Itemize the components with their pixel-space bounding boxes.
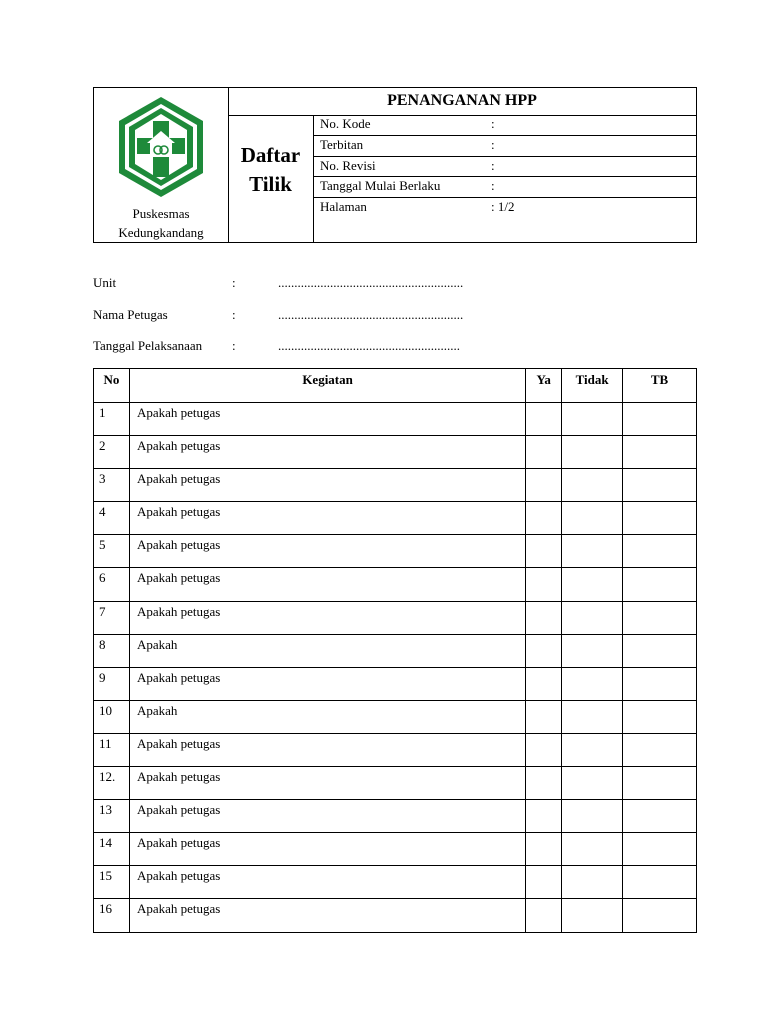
- checkbox-tidak[interactable]: [562, 403, 623, 436]
- checkbox-ya[interactable]: [526, 667, 562, 700]
- field-value[interactable]: .........................................................: [278, 275, 464, 290]
- meta-value: : 1/2: [491, 199, 515, 215]
- row-kegiatan: Apakah petugas: [129, 866, 525, 899]
- table-row: [94, 601, 697, 634]
- row-number: 7: [94, 601, 130, 634]
- row-number: 6: [94, 568, 130, 601]
- org-line-1: Puskesmas: [132, 206, 190, 221]
- row-number: 3: [94, 469, 130, 502]
- checkbox-tb[interactable]: [623, 601, 697, 634]
- row-kegiatan: Apakah petugas: [129, 568, 525, 601]
- row-kegiatan: Apakah: [129, 700, 525, 733]
- checkbox-tb[interactable]: [623, 634, 697, 667]
- table-row: [94, 800, 697, 833]
- checkbox-ya[interactable]: [526, 866, 562, 899]
- meta-label: Tanggal Mulai Berlaku: [320, 178, 441, 194]
- checkbox-ya[interactable]: [526, 634, 562, 667]
- checkbox-tb[interactable]: [623, 733, 697, 766]
- checkbox-ya[interactable]: [526, 899, 562, 932]
- header-kegiatan: Kegiatan: [129, 369, 525, 403]
- row-number: 15: [94, 866, 130, 899]
- meta-label: Halaman: [320, 199, 367, 215]
- checkbox-ya[interactable]: [526, 568, 562, 601]
- document-header: [93, 87, 697, 243]
- field-colon: :: [232, 306, 236, 322]
- table-row: [94, 403, 697, 436]
- doc-type-line-1: Daftar: [240, 143, 301, 167]
- table-row: [94, 733, 697, 766]
- meta-value: :: [491, 136, 495, 152]
- checkbox-tb[interactable]: [623, 469, 697, 502]
- checkbox-tidak[interactable]: [562, 733, 623, 766]
- table-row: [94, 899, 697, 932]
- row-number: 11: [94, 733, 130, 766]
- table-row: [94, 667, 697, 700]
- field-label: Nama Petugas: [93, 306, 168, 322]
- checkbox-tb[interactable]: [623, 568, 697, 601]
- table-row: [94, 502, 697, 535]
- organization-name: [94, 204, 228, 242]
- table-row: [94, 469, 697, 502]
- checkbox-tb[interactable]: [623, 833, 697, 866]
- checkbox-tidak[interactable]: [562, 469, 623, 502]
- checkbox-tidak[interactable]: [562, 833, 623, 866]
- row-number: 1: [94, 403, 130, 436]
- org-line-2: Kedungkandang: [118, 225, 204, 240]
- checklist-table: [93, 368, 697, 933]
- row-kegiatan: Apakah petugas: [129, 899, 525, 932]
- table-row: [94, 535, 697, 568]
- row-number: 9: [94, 667, 130, 700]
- checkbox-tb[interactable]: [623, 800, 697, 833]
- puskesmas-logo-icon: [115, 95, 207, 199]
- meta-label: No. Revisi: [320, 157, 376, 173]
- checkbox-tb[interactable]: [623, 403, 697, 436]
- checkbox-ya[interactable]: [526, 469, 562, 502]
- row-kegiatan: Apakah petugas: [129, 436, 525, 469]
- form-fields: [93, 274, 697, 369]
- checkbox-tb[interactable]: [623, 535, 697, 568]
- table-row: [94, 700, 697, 733]
- row-kegiatan: Apakah petugas: [129, 403, 525, 436]
- checkbox-tidak[interactable]: [562, 502, 623, 535]
- meta-row: [313, 157, 696, 178]
- table-header-row: [94, 369, 697, 403]
- meta-row: [313, 136, 696, 157]
- checkbox-tidak[interactable]: [562, 535, 623, 568]
- row-kegiatan: Apakah petugas: [129, 667, 525, 700]
- header-tb: TB: [623, 369, 697, 403]
- document-title: PENANGANAN HPP: [228, 88, 696, 116]
- meta-value: :: [491, 157, 495, 173]
- row-kegiatan: Apakah: [129, 634, 525, 667]
- field-value[interactable]: ........................................................: [278, 338, 460, 353]
- row-kegiatan: Apakah petugas: [129, 535, 525, 568]
- checkbox-tidak[interactable]: [562, 568, 623, 601]
- field-nama-petugas[interactable]: [93, 306, 697, 338]
- field-tanggal-pelaksanaan[interactable]: [93, 337, 697, 369]
- checkbox-tidak[interactable]: [562, 767, 623, 800]
- checkbox-tidak[interactable]: [562, 436, 623, 469]
- meta-label: No. Kode: [320, 116, 371, 131]
- document-type: [228, 115, 314, 242]
- row-number: 2: [94, 436, 130, 469]
- checkbox-tidak[interactable]: [562, 700, 623, 733]
- checkbox-ya[interactable]: [526, 436, 562, 469]
- meta-row: [313, 177, 696, 198]
- checkbox-ya[interactable]: [526, 733, 562, 766]
- logo-cell: [94, 88, 229, 242]
- table-row: [94, 568, 697, 601]
- field-label: Unit: [93, 275, 117, 290]
- row-kegiatan: Apakah petugas: [129, 502, 525, 535]
- row-number: 8: [94, 634, 130, 667]
- checkbox-tb[interactable]: [623, 866, 697, 899]
- row-kegiatan: Apakah petugas: [129, 800, 525, 833]
- field-value[interactable]: .........................................................: [278, 306, 464, 322]
- row-kegiatan: Apakah petugas: [129, 733, 525, 766]
- field-label: Tanggal Pelaksanaan: [93, 338, 203, 353]
- document-meta: [313, 115, 696, 218]
- meta-value: :: [491, 116, 495, 131]
- checkbox-ya[interactable]: [526, 700, 562, 733]
- checkbox-tb[interactable]: [623, 667, 697, 700]
- checkbox-ya[interactable]: [526, 403, 562, 436]
- row-number: 16: [94, 899, 130, 932]
- checkbox-tb[interactable]: [623, 899, 697, 932]
- checkbox-ya[interactable]: [526, 833, 562, 866]
- row-kegiatan: Apakah petugas: [129, 601, 525, 634]
- row-number: 10: [94, 700, 130, 733]
- checkbox-tidak[interactable]: [562, 601, 623, 634]
- checkbox-tidak[interactable]: [562, 899, 623, 932]
- row-kegiatan: Apakah petugas: [129, 833, 525, 866]
- table-row: [94, 436, 697, 469]
- checkbox-ya[interactable]: [526, 502, 562, 535]
- checkbox-tb[interactable]: [623, 502, 697, 535]
- row-kegiatan: Apakah petugas: [129, 469, 525, 502]
- table-row: [94, 767, 697, 800]
- checkbox-ya[interactable]: [526, 767, 562, 800]
- meta-label: Terbitan: [320, 136, 364, 152]
- checkbox-tb[interactable]: [623, 436, 697, 469]
- checkbox-tb[interactable]: [623, 700, 697, 733]
- header-tidak: Tidak: [562, 369, 623, 403]
- checkbox-tb[interactable]: [623, 767, 697, 800]
- checkbox-ya[interactable]: [526, 800, 562, 833]
- row-kegiatan: Apakah petugas: [129, 767, 525, 800]
- meta-value: :: [491, 178, 495, 194]
- table-row: [94, 634, 697, 667]
- header-no: No: [94, 369, 130, 403]
- table-row: [94, 833, 697, 866]
- row-number: 5: [94, 535, 130, 568]
- header-ya: Ya: [526, 369, 562, 403]
- checkbox-tidak[interactable]: [562, 634, 623, 667]
- field-colon: :: [232, 338, 236, 353]
- field-unit[interactable]: [93, 274, 697, 306]
- meta-row: [313, 115, 696, 136]
- row-number: 14: [94, 833, 130, 866]
- table-row: [94, 866, 697, 899]
- checkbox-tidak[interactable]: [562, 667, 623, 700]
- doc-type-line-2: Tilik: [249, 172, 292, 196]
- checkbox-tidak[interactable]: [562, 800, 623, 833]
- checkbox-ya[interactable]: [526, 535, 562, 568]
- meta-row: [313, 198, 696, 218]
- row-number: 13: [94, 800, 130, 833]
- row-number: 12.: [94, 767, 130, 800]
- checkbox-ya[interactable]: [526, 601, 562, 634]
- checkbox-tidak[interactable]: [562, 866, 623, 899]
- field-colon: :: [232, 275, 236, 290]
- row-number: 4: [94, 502, 130, 535]
